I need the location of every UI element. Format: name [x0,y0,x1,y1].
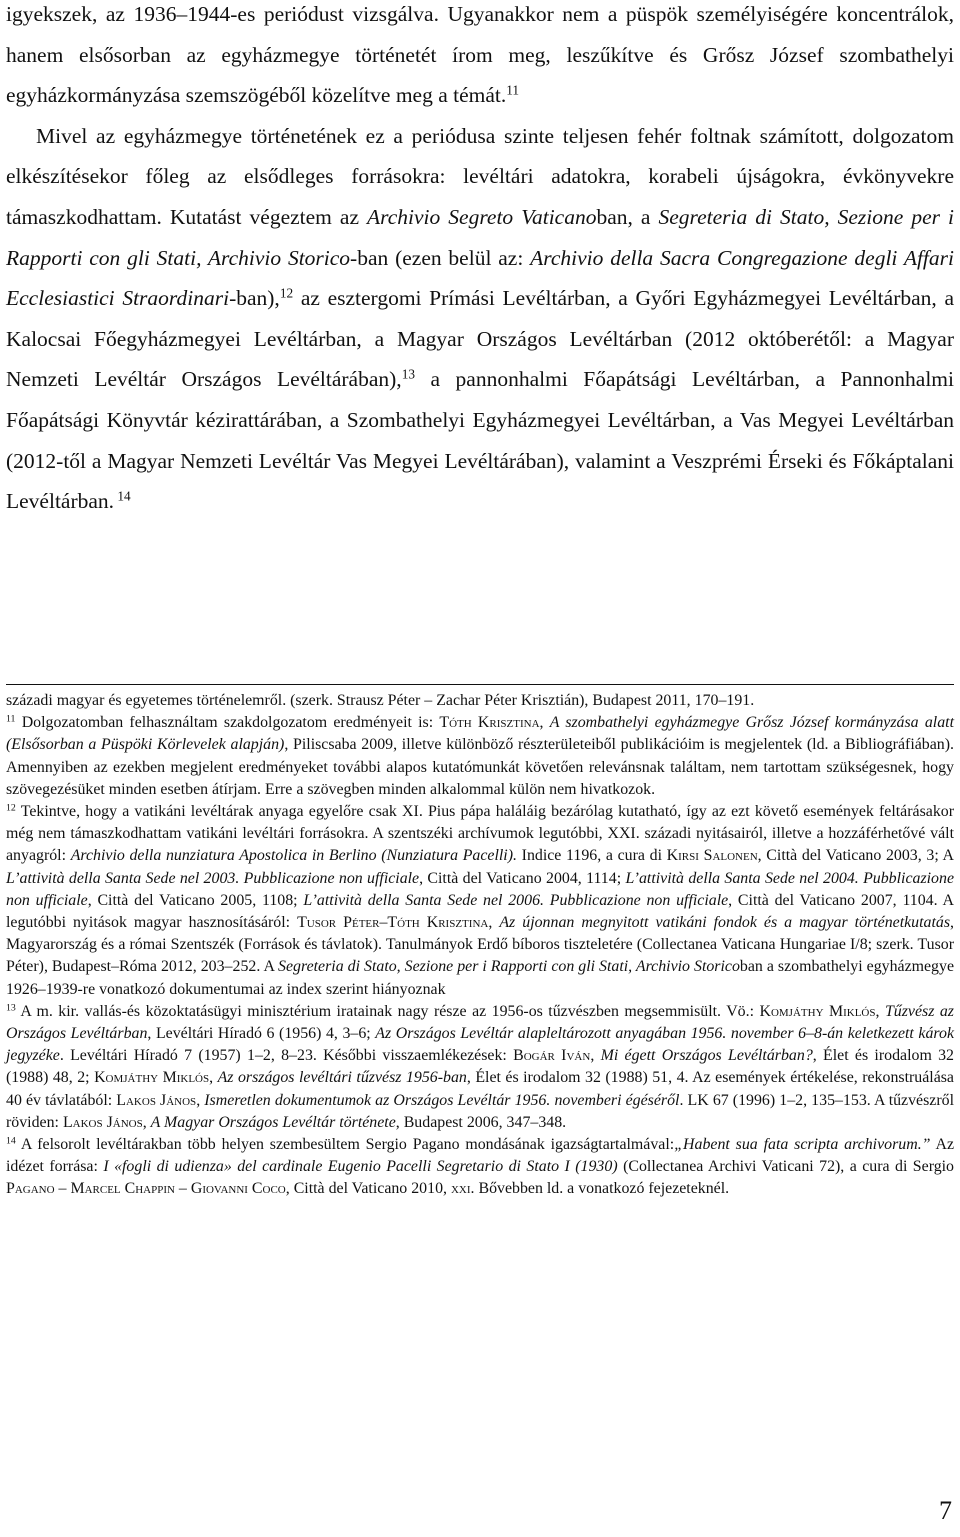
text-run: , [142,1113,151,1131]
text-run: – [54,1180,71,1198]
small-caps-run: xxi [450,1180,471,1198]
text-run: , [539,714,550,732]
italic-run: I «fogli di udienza» del cardinale Eugenio Pacelli Segretario di Stato I (1930) [103,1158,618,1176]
small-caps-run: Kirsi Salonen [666,847,758,865]
italic-run: Archivio della Sacra Congregazione degli Affari Ecclesiastici Straordinari [6,245,954,311]
small-caps-run: Tóth Krisztina [439,714,540,732]
text-run: , Piliscsaba 2009, illetve különböző részterületeiből publikációim is megjelentek (ld. a Bibliográfiában). Amennyiben az ezekben megjelent eredményeket további alapos kutatómunkát követően relevánsnak találtam, nem tartottam szükségesnek, hogy szövegezésüket minden esetben átírjam. Erre a szövegben minden alkalommal külön nem hivatkozok. [6,736,954,798]
footnote-marker: 13 [401,367,416,383]
italic-run: Archivio della nunziatura Apostolica in Berlino (Nunziatura Pacelli). [70,847,517,865]
text-run: , Città del Vaticano 2003, 3; A [757,847,955,865]
italic-run: Archivio Segreto Vaticano [367,204,597,229]
italic-run: L’attività della Santa Sede nel 2006. Pubblicazione non ufficiale [303,891,729,909]
text-run: Mivel az egyházmegye történetének ez a periódusa szinte teljesen fehér foltnak számított, dolgozatom elkészítésekor főleg az elsődleges forrásokra: levéltári adatokra, korabeli újságokra, évkönyvekre támaszkodhattam. Kutatást végeztem az [6,123,954,229]
small-caps-run: Komjáthy Miklós [759,1002,876,1020]
text-run: -ban (ezen belül az: [350,245,531,270]
italic-run: L’attività della Santa Sede nel 2004. Pubblicazione non ufficiale [6,869,954,909]
footnote-13 [6,1001,954,1134]
italic-run: A Magyar Országos Levéltár története [150,1113,396,1131]
text-run: a pannonhalmi Főapátsági Levéltárban, a Pannonhalmi Főapátsági Könyvtár kézirattárában, a Szombathelyi Egyházmegyei Levéltárban, a Vas Megyei Levéltárban (2012-től a Magyar Nemzeti Levéltár Vas Megyei Levéltárában), valamint a Veszprémi Érseki és Főkáptalani Levéltárban. [6,367,954,514]
text-run: , Élet és irodalom 32 (1988) 48, 2; [6,1047,954,1087]
italic-run: Segreteria di Stato, Sezione per i Rapporti con gli Stati, Archivio Storico [6,204,955,270]
text-run: – [174,1180,191,1198]
small-caps-run: Lakos János [62,1113,143,1131]
italic-run: Az Országos Levéltár alapleltározott anyagában 1956. november 6–8-án keletkezett károk jegyzéke [6,1025,955,1065]
text-run: , [209,1069,218,1087]
text-run: ban, a [596,204,659,229]
text-run: . Bővebben ld. a vonatkozó fejezeteknél. [470,1180,730,1198]
small-caps-run: Pagano [6,1180,55,1198]
text-run: A felsorolt levéltárakban több helyen szembesültem Sergio Pagano mondásának igazságtartalmával: [15,1136,675,1154]
text-run: . Levéltári Híradó 7 (1957) 1–2, 8–23. Későbbi visszaemlékezések: [59,1047,514,1065]
small-caps-run: Bogár Iván [513,1047,591,1065]
italic-run: Az újonnan megnyitott vatikáni fondok és a magyar történetkutatás [499,914,951,932]
text-run: A m. kir. vallás-és közoktatásügyi minisztérium iratainak nagy része az 1956-os tűzvészben megsemmisült. Vö.: [15,1002,760,1020]
footnote-marker: 11 [6,713,16,725]
italic-run: Tűzvész az Országos Levéltárban [6,1002,954,1043]
italic-run: Segreteria di Stato, Sezione per i Rapporti con gli Stati, Archivio Storico [278,958,740,976]
text-run: , Budapest 2006, 347–348. [395,1113,567,1131]
small-caps-run: Giovanni Coco [190,1180,286,1198]
italic-run: L’attività della Santa Sede nel 2003. Pubblicazione non ufficiale [6,869,420,887]
text-run: , Levéltári Híradó 6 (1956) 4, 3–6; [147,1025,376,1043]
text-run: . LK 67 (1996) 1–2, 135–153. A tűzvészről röviden: [6,1091,955,1131]
text-run: igyekszek, az 1936–1944-es periódust vizsgálva. Ugyanakkor nem a püspök személyiségére koncentrálok, hanem elsősorban az egyházmegye történetét írom meg, leszűkítve és Grősz József szombathelyi egyházkormányzása szemszögéből közelítve meg a témát. [6,2,954,108]
small-caps-run: Marcel Chappin [70,1180,175,1198]
text-run: Az idézet forrása: [6,1136,955,1176]
text-run: , Città del Vaticano 2010, [285,1180,451,1198]
text-run: az esztergomi Prímási Levéltárban, a Győri Egyházmegyei Levéltárban, a Kalocsai Főegyházmegyei Levéltárban, a Magyar Országos Levéltárban (2012 októberétől: a Magyar Nemzeti Levéltár Országos Levéltárában), [6,286,954,392]
text-run: , [196,1091,205,1109]
text-run: Tekintve, hogy a vatikáni levéltárak anyaga egyelőre csak XI. Pius pápa haláláig bezárólag kutatható, így az ezt követő események feltárásakor még nem támaszkodhattam vatikáni levéltári forrásokra. A szentszéki archívumok legutóbbi, XXI. századi nyitásairól, illetve a hozzáférhetővé vált anyagról: [6,803,954,865]
footnote-12 [6,801,954,1001]
footnote-14 [6,1134,954,1201]
footnote-marker: 13 [6,1002,16,1014]
footnote-marker: 14 [114,488,131,504]
footnote-continued [6,690,954,712]
small-caps-run: Lakos János [116,1091,197,1109]
text-run: , Élet és irodalom 32 (1988) 51, 4. Az események értékelése, rekonstruálása 40 év távlatából: [6,1069,954,1109]
footnote-separator [6,684,954,685]
footnote-marker: 12 [6,802,16,814]
small-caps-run: Komjáthy Miklós [94,1069,210,1087]
text-run: ban a szombathelyi egyházmegye 1926–1939-re vonatkozó dokumentumai az index szerint hiányoznak [6,958,954,998]
text-run: , [590,1047,601,1065]
italic-run: A szombathelyi egyházmegye Grősz József kormányzása alatt (Elsősorban a Püspöki Körlevelek alapján) [6,714,954,754]
text-run: -ban), [229,286,280,311]
page-number: 7 [939,1496,952,1525]
italic-run: Ismeretlen dokumentumok az Országos Levéltár 1956. novemberi égéséről [204,1091,680,1109]
paragraph-sources [6,116,954,522]
text-run: Indice 1196, a cura di [516,847,667,865]
text-run: , Città del Vaticano 2004, 1114; [419,869,626,887]
footnote-marker: 12 [279,285,294,301]
text-run: , [875,1002,885,1020]
text-run: századi magyar és egyetemes történelemről. (szerk. Strausz Péter – Zachar Péter Krisztián), Budapest 2011, 170–191. [6,692,755,709]
text-run: Dolgozatomban felhasználtam szakdolgozatom eredményeit is: [15,714,440,732]
text-run: , Città del Vaticano 2005, 1108; [87,891,304,909]
italic-run: Az országos levéltári tűzvész 1956-ban [217,1069,467,1087]
footnote-marker: 14 [6,1135,16,1147]
footnotes [6,690,954,1201]
paragraph-intro [6,0,954,116]
text-run: (Collectanea Archivi Vaticani 72), a cura di Sergio [617,1158,954,1176]
main-text [6,0,954,522]
footnote-11 [6,712,954,801]
italic-run: Mi égett Országos Levéltárban? [600,1047,813,1065]
text-run: , Magyarország és a római Szentszék (Források és távlatok). Tanulmányok Erdő bíboros tiszteletére (Collectanea Vaticana Hungariae I/8; szerk. Tusor Péter), Budapest–Róma 2012, 203–252. A [6,914,954,976]
italic-run: „Habent sua fata scripta archivorum.” [674,1136,931,1154]
text-run: , [488,914,500,932]
small-caps-run: Tusor Péter–Tóth Krisztina [297,914,489,932]
text-run: , Città del Vaticano 2007, 1104. A legutóbbi nyitások magyar hasznosításáról: [6,891,954,932]
footnote-marker: 11 [506,82,520,98]
